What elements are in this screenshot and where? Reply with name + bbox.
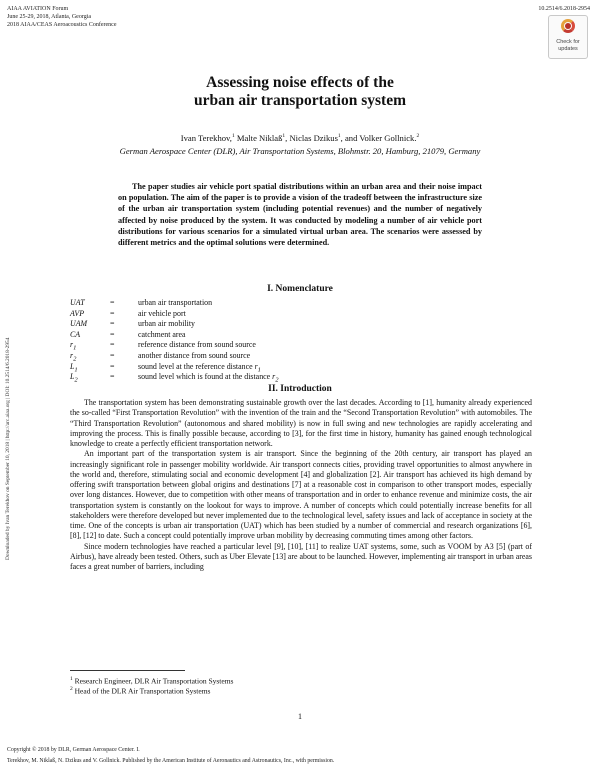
- author-4: , and Volker Gollnick.: [340, 133, 417, 143]
- nom-symbol: r: [70, 340, 74, 350]
- nom-definition: another distance from sound source: [138, 350, 251, 360]
- intro-paragraph-2: An important part of the transportation system is air transport. Since the beginning of the 20th century, air transport has played an increasingly significant role in passenger mobility worldwide. Air transport connects cities, providing travel opportunities to almost anywhere in the world and, therefore, stimulating social and economic development [4] and globalization [2]. Air transport has achieved its high demand by offering swift transportation between global origins and destinations [7] at a reasonable cost in comparison to other transport modes, especially over long distances. However, due to competition with other means of transportation and in order to enhance revenue and minimize costs, the air transportation system is constantly on the lookout for ways to improve. A number of concepts which could potentially increase benefits for all stakeholders were therefore developed but never implemented due to the technological level, safety issues and lack of acceptance in society at the time. One of the concepts is urban air transportation (UAT) which has been studied by a number of commercial and research organizations [6], [8], [12] to date. Such a concept could potentially improve urban mobility by decreasing commuting times among other factors.: [70, 449, 532, 541]
- nom-symbol: UAM: [70, 319, 88, 329]
- nom-subscript: 2: [73, 355, 77, 363]
- nomenclature-row: [70, 362, 279, 373]
- nomenclature-row: [70, 340, 279, 351]
- nom-def-subscript: 2: [275, 376, 279, 384]
- badge-label: [549, 39, 587, 52]
- nom-def-variable: r: [272, 372, 276, 382]
- nom-symbol: L: [70, 372, 75, 382]
- doi-header[interactable]: 10.2514/6.2018-2954: [538, 6, 590, 12]
- affiliation: German Aerospace Center (DLR), Air Transportation Systems, Blohmstr. 20, Hamburg, 21079, Germany: [119, 146, 481, 156]
- nom-equals: =: [110, 319, 115, 329]
- nom-def-subscript: 1: [257, 366, 261, 374]
- footnote-rule: [70, 670, 185, 671]
- author-3-mark: 1: [337, 133, 341, 140]
- nom-symbol: L: [70, 361, 75, 371]
- author-1-mark: 1: [231, 133, 235, 140]
- nom-subscript: 2: [74, 376, 78, 384]
- introduction-heading: II. Introduction: [268, 384, 332, 394]
- author-4-mark: 2: [416, 133, 420, 140]
- nomenclature-row: [70, 372, 279, 383]
- badge-line2: updates: [558, 45, 578, 52]
- nom-equals: =: [110, 329, 115, 339]
- author-2: Malte Niklaß: [234, 133, 283, 143]
- nom-definition: sound level at the reference distance: [138, 361, 255, 371]
- header-dates: June 25-29, 2018, Atlanta, Georgia: [7, 14, 92, 20]
- paper-title: [0, 74, 600, 110]
- conference-header: [7, 5, 116, 29]
- copyright-line-1: Copyright © 2018 by DLR, German Aerospace Center. I.: [7, 747, 140, 753]
- nom-equals: =: [110, 340, 115, 350]
- introduction-body: [70, 398, 532, 572]
- nom-equals: =: [110, 350, 115, 360]
- author-1: Ivan Terekhov,: [180, 133, 232, 143]
- footnote-2-text: Head of the DLR Air Transportation Systems: [72, 686, 211, 696]
- copyright-line-2: Terekhov, M. Niklaß, N. Dzikus and V. Gollnick. Published by the American Institute of Aeronautics and Astronautics, Inc., with permission.: [7, 758, 335, 764]
- footnote-2: [70, 684, 210, 697]
- intro-paragraph-1: The transportation system has been demonstrating sustainable growth over the last decades. According to [1], humanity already experienced the so-called “First Transportation Revolution” with the invention of the train and the “Second Transportation Revolution” with automobiles. The “Third Transportation Revolution” (autonomous and shared mobility) is now in full swing and new technologies are rapidly accelerating and improving the process. This is finally possible because, according to [3], for the first time in history, humanity has gained enough technological knowledge to create a perfectly efficient transportation network.: [70, 398, 532, 448]
- nom-equals: =: [110, 308, 115, 318]
- nom-definition: reference distance from sound source: [138, 340, 256, 350]
- header-forum: AIAA AVIATION Forum: [7, 6, 69, 12]
- title-line2: urban air transportation system: [194, 92, 406, 109]
- badge-line1: Check for: [556, 39, 580, 45]
- nom-subscript: 1: [73, 344, 77, 352]
- crossmark-center-icon: [565, 23, 571, 29]
- nom-equals: =: [110, 361, 115, 371]
- nom-symbol: UAT: [70, 298, 85, 307]
- nomenclature-row: [70, 309, 279, 320]
- nomenclature-row: [70, 298, 279, 309]
- nomenclature-list: [70, 298, 279, 383]
- nom-symbol: CA: [70, 329, 81, 339]
- nom-subscript: 1: [74, 366, 78, 374]
- nomenclature-row: [70, 319, 279, 330]
- nom-definition: air vehicle port: [138, 308, 186, 318]
- nom-definition: catchment area: [138, 329, 186, 339]
- nom-symbol: r: [70, 350, 74, 360]
- footnote-1-mark: 1: [70, 676, 73, 682]
- nomenclature-heading: I. Nomenclature: [267, 284, 333, 294]
- page-number: 1: [298, 712, 302, 721]
- nom-equals: =: [110, 298, 115, 307]
- nom-definition: urban air transportation: [138, 298, 213, 307]
- download-side-text: Downloaded by Ivan Terekhov on September 10, 2018 | http://arc.aiaa.org | DOI: 10.2514/6.2018-2954: [5, 337, 11, 560]
- author-2-mark: 1: [282, 133, 286, 140]
- author-3: , Niclas Dzikus: [285, 133, 338, 143]
- nom-symbol: AVP: [70, 308, 85, 318]
- abstract: The paper studies air vehicle port spatial distributions within an urban area and their noise impact on population. The aim of the paper is to provide a vision of the tradeoff between the infrastructure size of the urban air transportation system (including potential revenues) and the number of negatively affected by noise produced by the system. It was conducted by modeling a number of air vehicle port distributions for various scenarios for a simulated virtual urban area. The scenarios were assessed by different metrics and the optimal solutions were determined.: [118, 182, 482, 248]
- nomenclature-row: [70, 330, 279, 341]
- footnote-1-text: Research Engineer, DLR Air Transportation Systems: [72, 676, 234, 686]
- author-list: [0, 133, 600, 143]
- title-line1: Assessing noise effects of the: [206, 74, 394, 91]
- footnote-2-mark: 2: [70, 686, 73, 692]
- nomenclature-row: [70, 351, 279, 362]
- check-for-updates-badge[interactable]: [548, 15, 588, 59]
- nom-equals: =: [110, 372, 115, 382]
- nom-definition: urban air mobility: [138, 319, 195, 329]
- nom-definition: sound level which is found at the distance: [138, 372, 273, 382]
- header-conference: 2018 AIAA/CEAS Aeroacoustics Conference: [7, 22, 117, 28]
- intro-paragraph-3: Since modern technologies have reached a particular level [9], [10], [11] to realize UAT systems, some, such as VOOM by A3 [5] (part of Airbus), have already been tested. Others, such as Uber Elevate [13] are about to be launched. However, implementing air transport in urban areas faces a great number of barriers, including: [70, 541, 532, 571]
- nom-def-variable: r: [254, 361, 258, 371]
